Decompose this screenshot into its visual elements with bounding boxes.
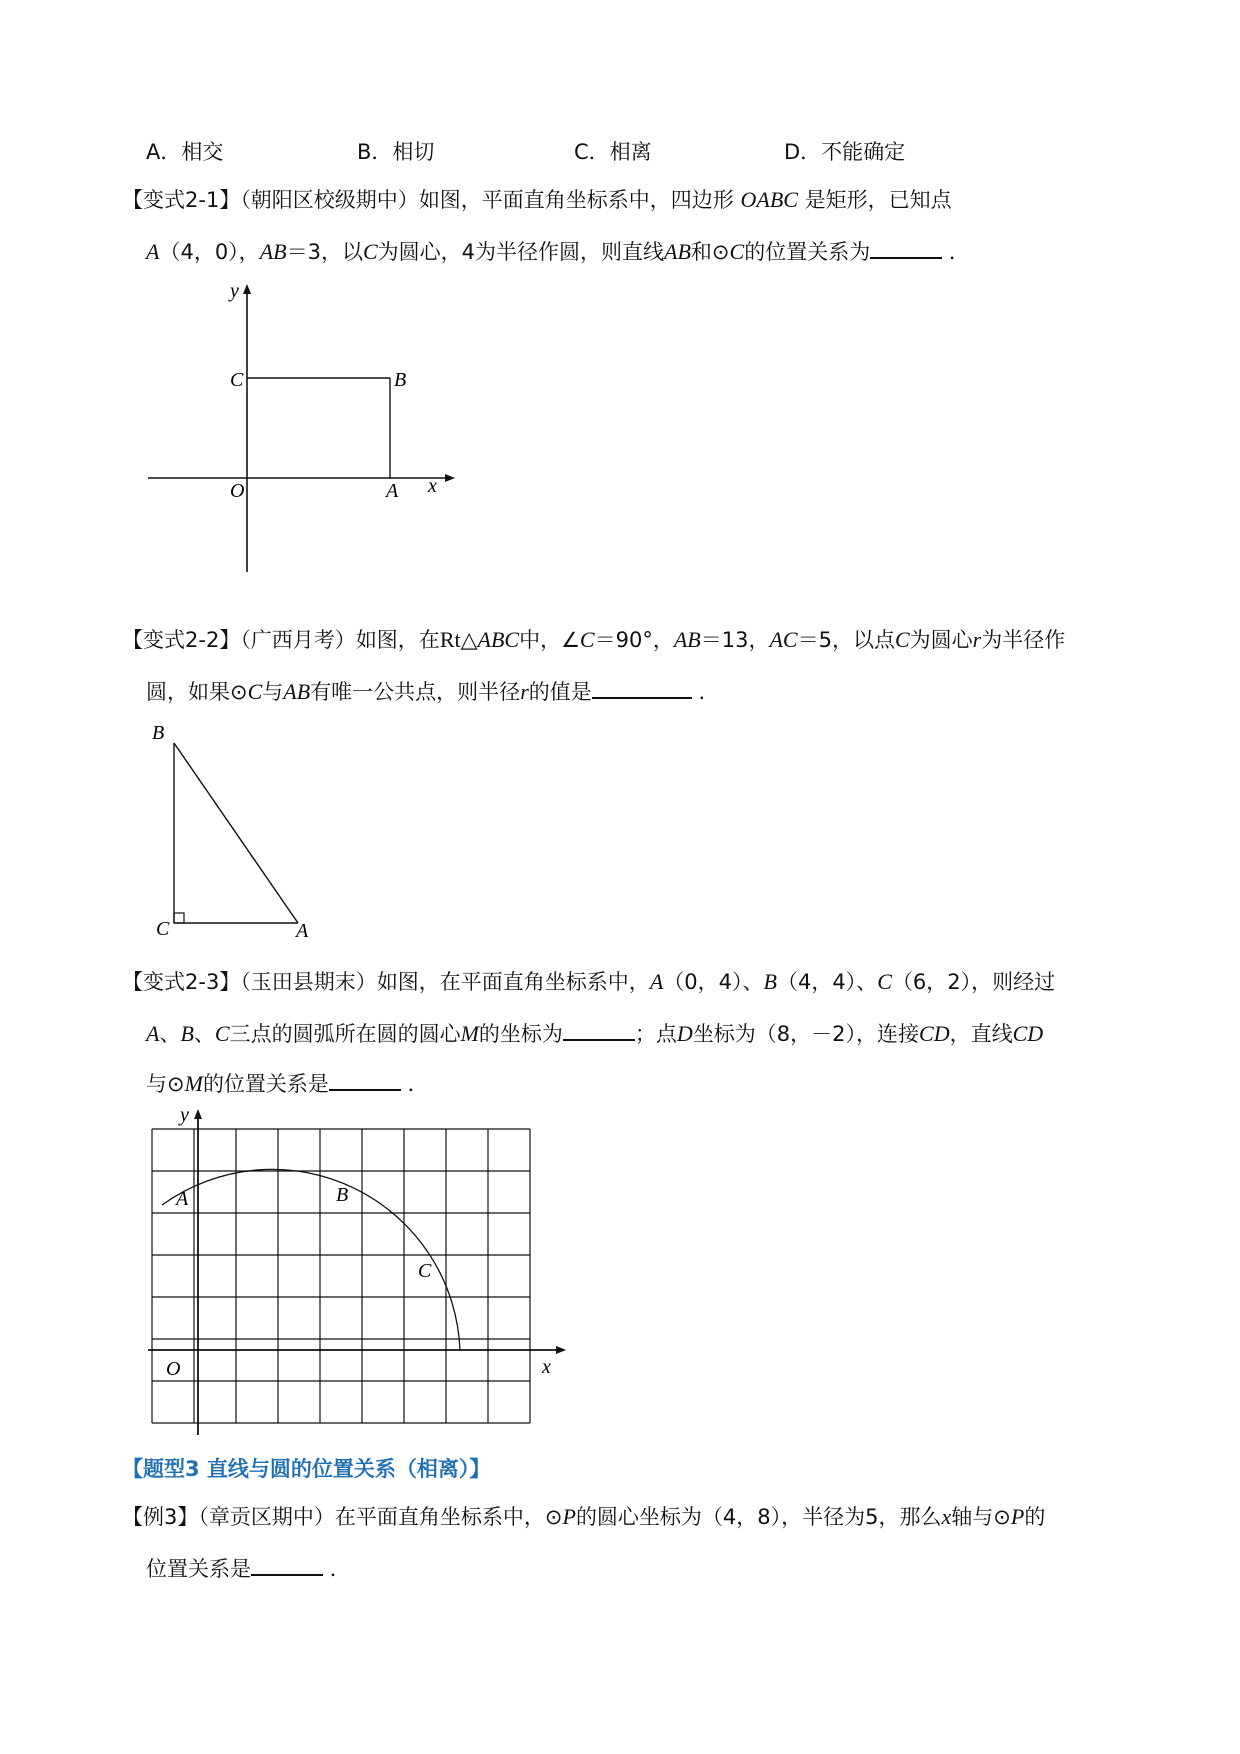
v21-label-b: B	[394, 369, 407, 391]
v23-l2-a: A	[146, 1021, 160, 1046]
v22-rt: Rt△	[439, 627, 478, 652]
v23-a: A	[649, 969, 664, 994]
v23-text-a: 如图，在平面直角坐标系中，	[376, 970, 650, 994]
v23-line-2	[146, 1017, 1043, 1049]
v22-l2-e: 的值是	[528, 680, 592, 704]
v22-abc: ABC	[477, 627, 520, 652]
v22-source: （广西月考）	[240, 628, 356, 652]
v22-l2-b: 与	[262, 680, 284, 704]
ex3-p2: P	[1010, 1504, 1025, 1529]
period: ．	[698, 680, 720, 704]
v22-text-e: ＝13，	[700, 628, 770, 652]
v21-tail: 的位置关系为	[744, 240, 871, 264]
v22-figure	[140, 715, 340, 945]
v23-line-1	[122, 967, 1055, 997]
v21-ab: AB	[259, 239, 287, 264]
v22-text-a: 如图，在	[355, 628, 440, 652]
v23-b: B	[763, 969, 777, 994]
v23-l2-text-d: 坐标为（8，－2），连接	[692, 1022, 920, 1046]
option-a: A．相交	[146, 140, 224, 164]
v21-eq: ＝3，以	[286, 240, 363, 264]
v22-text-f: ＝5，以点	[797, 628, 895, 652]
v21-quad: OABC	[740, 187, 798, 212]
v22-l2-r: r	[520, 679, 529, 704]
v23-tag: 【变式2-3】	[122, 970, 241, 994]
v22-c2: C	[894, 627, 910, 652]
v23-text-c: （4，4）、	[776, 970, 878, 994]
ex3-source: （章贡区期中）	[198, 1505, 335, 1529]
v23-line-3	[146, 1067, 429, 1099]
v22-l2-c: C	[247, 679, 263, 704]
v21-and: 和⊙	[690, 240, 730, 264]
v22-text-g: 为圆心	[909, 628, 973, 652]
v21-text-end: 是矩形，已知点	[804, 188, 952, 212]
v23-label-x: x	[542, 1356, 551, 1378]
period: ．	[948, 240, 970, 264]
v22-text-b: 中，∠	[519, 628, 580, 652]
ex3-p: P	[562, 1504, 576, 1529]
v22-c: C	[579, 627, 595, 652]
ex3-line-2	[146, 1552, 351, 1584]
period: ．	[407, 1072, 429, 1096]
v22-text-d: ＝90°，	[594, 628, 674, 652]
v22-line-2	[146, 675, 719, 707]
v23-c: C	[877, 969, 892, 994]
v22-label-b: B	[152, 722, 165, 744]
ex3-x: x	[941, 1504, 952, 1529]
v21-label-y: y	[230, 280, 239, 302]
v22-tag: 【变式2-2】	[122, 628, 241, 652]
v23-l2-cd: CD	[919, 1021, 950, 1046]
section-heading-3: 【题型3 直线与圆的位置关系（相离）】	[122, 1457, 491, 1481]
ex3-tag: 【例3】	[122, 1505, 199, 1529]
v21-line-2	[146, 235, 970, 267]
ex3-text-a: 在平面直角坐标系中，⊙	[334, 1505, 563, 1529]
v21-ab2: AB	[664, 239, 691, 264]
v23-label-b: B	[336, 1184, 349, 1206]
v22-label-c: C	[156, 918, 170, 940]
v23-l3-m: M	[184, 1071, 203, 1096]
v21-figure	[140, 280, 460, 580]
v23-l2-text-b: 的坐标为	[478, 1022, 563, 1046]
ex3-text-b: 的圆心坐标为（4，8），半径为5，那么	[575, 1505, 942, 1529]
v22-ab: AB	[673, 627, 701, 652]
v23-l3-b: 的位置关系是	[202, 1072, 329, 1096]
v21-label-x: x	[428, 475, 437, 497]
ex3-text-d: 的	[1024, 1505, 1046, 1529]
v23-l2-b: B	[180, 1021, 194, 1046]
answer-blank[interactable]	[870, 235, 942, 259]
v22-l2-a: 圆，如果⊙	[146, 680, 248, 704]
v22-r: r	[972, 627, 982, 652]
v23-label-c: C	[418, 1260, 432, 1282]
v22-label-a: A	[296, 920, 309, 942]
ex3-text-c: 轴与⊙	[951, 1505, 1011, 1529]
v23-label-y: y	[180, 1105, 189, 1126]
sep: 、	[159, 1022, 181, 1046]
option-d: D．不能确定	[784, 140, 906, 164]
v21-line-1	[122, 185, 952, 215]
option-b: B．相切	[357, 140, 435, 164]
v22-ac: AC	[769, 627, 798, 652]
answer-blank[interactable]	[592, 675, 692, 699]
v22-l2-ab: AB	[283, 679, 311, 704]
v21-label-a: A	[386, 480, 399, 502]
v23-l2-d: D	[676, 1021, 693, 1046]
v23-l2-c: C	[214, 1021, 230, 1046]
v23-l2-text-a: 三点的圆弧所在圆的圆心	[229, 1022, 461, 1046]
v23-text-d: （6，2），则经过	[891, 970, 1056, 994]
period: ．	[329, 1557, 351, 1581]
v23-source: （玉田县期末）	[240, 970, 377, 994]
v21-coord: （4，0），	[159, 240, 260, 264]
v21-point-a: A	[146, 239, 160, 264]
v23-label-o: O	[166, 1358, 181, 1380]
v23-l3-a: 与⊙	[146, 1072, 185, 1096]
v21-mid: 为圆心，4为半径作圆，则直线	[377, 240, 665, 264]
v23-grid	[152, 1129, 530, 1423]
v22-text-h: 为半径作	[981, 628, 1066, 652]
v23-l2-cd2: CD	[1012, 1021, 1044, 1046]
v23-l2-text-c: ；点	[634, 1022, 677, 1046]
answer-blank[interactable]	[329, 1067, 401, 1091]
option-c: C．相离	[574, 140, 652, 164]
sep: 、	[193, 1022, 215, 1046]
v22-l2-d: 有唯一公共点，则半径	[310, 680, 521, 704]
ex3-l2-a: 位置关系是	[146, 1557, 251, 1581]
v21-label-c: C	[230, 369, 244, 391]
answer-blank[interactable]	[563, 1017, 635, 1041]
v21-c2: C	[729, 239, 745, 264]
v23-l2-m: M	[460, 1021, 479, 1046]
v21-text: 如图，平面直角坐标系中，四边形	[418, 188, 734, 212]
v21-label-o: O	[230, 480, 245, 502]
v21-tag: 【变式2-1】	[122, 188, 241, 212]
v22-line-1	[122, 625, 1065, 655]
v23-figure	[140, 1105, 570, 1445]
v23-l2-text-e: ，直线	[949, 1022, 1013, 1046]
v23-label-a: A	[176, 1188, 189, 1210]
v21-source: （朝阳区校级期中）	[240, 188, 419, 212]
ex3-line-1	[122, 1502, 1045, 1532]
v23-text-b: （0，4）、	[663, 970, 764, 994]
v21-c: C	[362, 239, 378, 264]
answer-blank[interactable]	[251, 1552, 323, 1576]
